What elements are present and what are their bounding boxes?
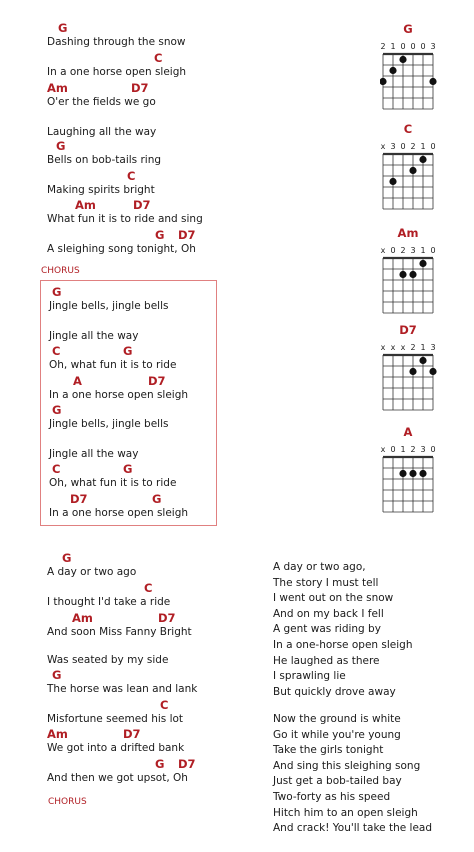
lyric-line: In a one horse open sleigh bbox=[49, 507, 189, 519]
string-marker: 1 bbox=[420, 142, 426, 151]
chord-symbol: G bbox=[62, 551, 72, 565]
lyric-line: In a one horse open sleigh bbox=[49, 389, 189, 401]
lyric-line: Oh, what fun it is to ride bbox=[49, 359, 177, 371]
string-marker: 0 bbox=[400, 142, 406, 151]
chord-symbol: D7 bbox=[133, 198, 151, 212]
string-marker: 0 bbox=[390, 445, 396, 454]
verse-line: I sprawling lie bbox=[273, 670, 346, 683]
chord-diagram-name: C bbox=[403, 122, 413, 136]
verse-line: But quickly drove away bbox=[273, 685, 396, 698]
verse-line: A gent was riding by bbox=[273, 623, 381, 636]
lyric-line: Bells on bob-tails ring bbox=[47, 154, 162, 166]
chord-symbol: D7 bbox=[148, 374, 166, 388]
lyric-line: Making spirits bright bbox=[47, 184, 155, 196]
finger-dot bbox=[389, 178, 396, 185]
lyric-line: And then we got upsot, Oh bbox=[47, 772, 188, 784]
finger-dot bbox=[409, 470, 416, 477]
verse-line: And on my back I fell bbox=[273, 607, 384, 620]
chord-symbol: D7 bbox=[123, 727, 141, 741]
lyric-line: Oh, what fun it is to ride bbox=[49, 477, 177, 489]
string-marker: 0 bbox=[390, 246, 396, 255]
string-marker: 3 bbox=[420, 445, 426, 454]
string-marker: 3 bbox=[430, 42, 436, 51]
verse-line: I went out on the snow bbox=[273, 592, 394, 605]
chord-symbol: Am bbox=[75, 198, 96, 212]
string-marker: x bbox=[390, 343, 396, 352]
fretboard-grid bbox=[380, 353, 440, 415]
chord-diagram-name: A bbox=[403, 425, 413, 439]
string-marker: 3 bbox=[430, 343, 436, 352]
chord-symbol: G bbox=[123, 462, 133, 476]
finger-dot bbox=[389, 67, 396, 74]
chord-symbol: Am bbox=[72, 611, 93, 625]
string-marker: x bbox=[400, 343, 406, 352]
chord-diagram-name: G bbox=[403, 22, 413, 36]
chorus-label-2: CHORUS bbox=[48, 797, 87, 807]
lyric-line: And soon Miss Fanny Bright bbox=[47, 626, 192, 638]
chord-symbol: G bbox=[155, 228, 165, 242]
chord-symbol: D7 bbox=[158, 611, 176, 625]
finger-dot bbox=[399, 271, 406, 278]
lyric-line: Jingle bells, jingle bells bbox=[49, 300, 169, 312]
lyric-line: A day or two ago bbox=[47, 566, 137, 578]
lyric-line: The horse was lean and lank bbox=[47, 683, 198, 695]
chord-symbol: D7 bbox=[178, 757, 196, 771]
finger-dot bbox=[419, 260, 426, 267]
chord-symbol: C bbox=[127, 169, 136, 183]
chord-diagram-name: Am bbox=[397, 226, 419, 240]
lyric-line: What fun it is to ride and sing bbox=[47, 213, 203, 225]
lyric-line: Misfortune seemed his lot bbox=[47, 713, 184, 725]
string-marker: x bbox=[380, 246, 386, 255]
fretboard-grid bbox=[380, 152, 440, 214]
lyric-line: We got into a drifted bank bbox=[47, 742, 185, 754]
fretboard-grid bbox=[380, 52, 440, 114]
verse-line: A day or two ago, bbox=[273, 561, 366, 573]
verse-line: The story I must tell bbox=[273, 576, 379, 589]
verse-line: He laughed as there bbox=[273, 654, 380, 667]
verse-line: And sing this sleighing song bbox=[273, 759, 421, 772]
chord-symbol: A bbox=[73, 374, 82, 388]
finger-dot bbox=[429, 78, 436, 85]
finger-dot bbox=[409, 271, 416, 278]
string-marker: x bbox=[380, 142, 386, 151]
lyric-line: Laughing all the way bbox=[47, 126, 157, 138]
finger-dot bbox=[419, 357, 426, 364]
lyric-line: Jingle bells, jingle bells bbox=[49, 418, 169, 430]
chord-symbol: D7 bbox=[131, 81, 149, 95]
chord-symbol: G bbox=[152, 492, 162, 506]
string-marker: 0 bbox=[420, 42, 426, 51]
chord-diagram-name: D7 bbox=[399, 323, 417, 337]
finger-dot bbox=[399, 56, 406, 63]
chord-symbol: D7 bbox=[178, 228, 196, 242]
chord-symbol: G bbox=[52, 285, 62, 299]
string-marker: 3 bbox=[410, 246, 416, 255]
lyric-line: Dashing through the snow bbox=[47, 36, 186, 48]
chord-symbol: C bbox=[52, 462, 61, 476]
lyric-line: In a one horse open sleigh bbox=[47, 66, 187, 78]
verse-line: Take the girls tonight bbox=[273, 744, 384, 757]
chord-symbol: D7 bbox=[70, 492, 88, 506]
string-marker: 0 bbox=[410, 42, 416, 51]
string-marker: 2 bbox=[400, 246, 406, 255]
finger-dot bbox=[380, 78, 387, 85]
lyric-line: O'er the fields we go bbox=[47, 96, 156, 108]
chorus-box bbox=[40, 280, 217, 526]
finger-dot bbox=[409, 167, 416, 174]
finger-dot bbox=[409, 368, 416, 375]
fretboard-grid bbox=[380, 256, 440, 318]
string-marker: 0 bbox=[430, 246, 436, 255]
verse-line: And crack! You'll take the lead bbox=[273, 822, 433, 835]
string-marker: 0 bbox=[400, 42, 406, 51]
chord-symbol: Am bbox=[47, 727, 68, 741]
chord-symbol: C bbox=[160, 698, 169, 712]
string-marker: 0 bbox=[430, 142, 436, 151]
string-marker: x bbox=[380, 445, 386, 454]
string-marker: x bbox=[380, 343, 386, 352]
chord-symbol: G bbox=[56, 139, 66, 153]
string-marker: 1 bbox=[390, 42, 396, 51]
finger-dot bbox=[399, 470, 406, 477]
verse-line: Just get a bob-tailed bay bbox=[273, 775, 402, 788]
lyric-line: Was seated by my side bbox=[47, 654, 169, 666]
lyric-line: Jingle all the way bbox=[49, 448, 139, 460]
string-marker: 2 bbox=[380, 42, 386, 51]
string-marker: 2 bbox=[410, 445, 416, 454]
chord-symbol: C bbox=[52, 344, 61, 358]
string-marker: 1 bbox=[420, 343, 426, 352]
string-marker: 2 bbox=[410, 343, 416, 352]
verse-line: Two-forty as his speed bbox=[273, 791, 391, 803]
verse-line: In a one-horse open sleigh bbox=[273, 639, 413, 651]
lyric-line: I thought I'd take a ride bbox=[47, 596, 171, 608]
verse-line: Now the ground is white bbox=[273, 713, 401, 725]
verse-line: Go it while you're young bbox=[273, 728, 401, 741]
chord-symbol: C bbox=[144, 581, 153, 595]
chord-symbol: G bbox=[58, 21, 68, 35]
chord-symbol: G bbox=[52, 668, 62, 682]
chorus-label: CHORUS bbox=[41, 266, 80, 276]
chord-symbol: G bbox=[155, 757, 165, 771]
chord-symbol: G bbox=[123, 344, 133, 358]
string-marker: 0 bbox=[430, 445, 436, 454]
chord-symbol: C bbox=[154, 51, 163, 65]
chord-symbol: G bbox=[52, 403, 62, 417]
string-marker: 1 bbox=[420, 246, 426, 255]
finger-dot bbox=[429, 368, 436, 375]
fretboard-grid bbox=[380, 455, 440, 517]
finger-dot bbox=[419, 470, 426, 477]
string-marker: 1 bbox=[400, 445, 406, 454]
verse-line: Hitch him to an open sleigh bbox=[273, 806, 418, 819]
lyric-line: A sleighing song tonight, Oh bbox=[47, 243, 196, 255]
string-marker: 3 bbox=[390, 142, 396, 151]
chord-symbol: Am bbox=[47, 81, 68, 95]
finger-dot bbox=[419, 156, 426, 163]
string-marker: 2 bbox=[410, 142, 416, 151]
lyric-line: Jingle all the way bbox=[49, 330, 139, 342]
